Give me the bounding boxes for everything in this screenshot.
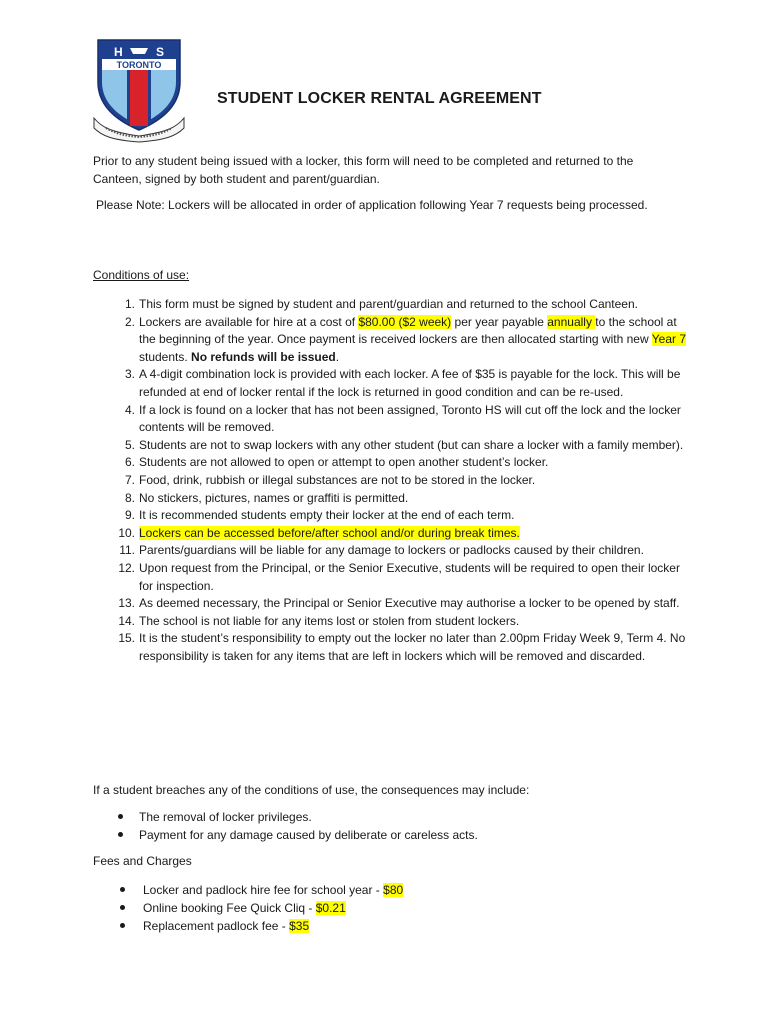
- condition-text: Students are not to swap lockers with any other student (but can share a locker with a family member).: [139, 437, 684, 452]
- bullet-icon: [118, 814, 123, 819]
- condition-item: [93, 613, 693, 631]
- condition-item: [93, 542, 693, 560]
- condition-text-part: .: [335, 349, 340, 364]
- list-item: [93, 917, 403, 935]
- condition-text: As deemed necessary, the Principal or Senior Executive may authorise a locker to be opened by staff.: [139, 596, 680, 611]
- highlighted-year-7: Year 7: [651, 332, 687, 347]
- condition-text: This form must be signed by student and parent/guardian and returned to the school Canteen.: [139, 297, 638, 311]
- list-item: [93, 808, 478, 826]
- item-number: 8.: [124, 490, 135, 505]
- condition-item: [93, 437, 693, 455]
- fee-amount: $80: [383, 883, 404, 897]
- highlighted-condition-text: Lockers can be accessed before/after school and/or during break times.: [139, 525, 520, 540]
- bullet-icon: [118, 832, 123, 837]
- note-paragraph: Please Note: Lockers will be allocated in order of application following Year 7 requests being processed.: [96, 198, 648, 212]
- condition-text: Upon request from the Principal, or the Senior Executive, students will be required to open their locker for inspection.: [139, 560, 680, 593]
- item-number: 3.: [124, 367, 135, 382]
- bullet-icon: [120, 887, 125, 892]
- no-refunds-notice: No refunds will be issued: [191, 349, 336, 364]
- condition-item: [93, 454, 693, 472]
- condition-text-part: to the school at the beginning of the year. Once payment is received lockers are then allocated starting with new: [139, 314, 677, 347]
- condition-text: Parents/guardians will be liable for any damage to lockers or padlocks caused by their children.: [139, 543, 644, 558]
- bullet-icon: [120, 905, 125, 910]
- condition-text: Food, drink, rubbish or illegal substances are not to be stored in the locker.: [139, 472, 536, 487]
- consequence-text: Payment for any damage caused by deliberate or careless acts.: [139, 828, 478, 842]
- condition-text-part: per year payable: [451, 314, 548, 329]
- condition-item: [93, 525, 693, 543]
- fees-heading: Fees and Charges: [93, 854, 192, 868]
- crest-letter-h: H: [114, 45, 123, 59]
- bullet-icon: [120, 923, 125, 928]
- condition-text: The school is not liable for any items lost or stolen from student lockers.: [139, 613, 520, 628]
- condition-text: If a lock is found on a locker that has not been assigned, Toronto HS will cut off the lock and the locker contents will be removed.: [139, 402, 681, 435]
- condition-item: [93, 366, 693, 401]
- condition-text: It is the student’s responsibility to empty out the locker no later than 2.00pm Friday Week 9, Term 4. No responsibility is taken for any items that are left in lockers which will be removed and discarded.: [139, 631, 686, 663]
- fee-label: Online booking Fee Quick Cliq -: [143, 901, 316, 915]
- condition-text: Students are not allowed to open or attempt to open another student’s locker.: [139, 455, 549, 470]
- item-number: 11.: [119, 543, 135, 558]
- item-number: 7.: [124, 472, 135, 487]
- condition-text: It is recommended students empty their locker at the end of each term.: [139, 508, 515, 523]
- conditions-list: [93, 296, 693, 665]
- item-number: 9.: [124, 508, 135, 523]
- condition-text-part: Lockers are available for hire at a cost of: [139, 314, 359, 329]
- condition-item: [93, 490, 693, 508]
- list-item: [93, 881, 403, 899]
- fee-amount: $35: [289, 919, 310, 933]
- conditions-heading: Conditions of use:: [93, 268, 190, 282]
- page-title: STUDENT LOCKER RENTAL AGREEMENT: [217, 90, 542, 107]
- condition-item: [93, 314, 693, 367]
- item-number: 12.: [118, 560, 135, 575]
- fee-amount: $0.21: [315, 901, 346, 915]
- condition-item: [93, 507, 693, 525]
- list-item: [93, 826, 478, 844]
- item-number: 6.: [124, 455, 135, 470]
- item-number: 4.: [124, 402, 135, 417]
- school-crest-logo: [92, 36, 186, 144]
- item-number: 5.: [124, 437, 135, 452]
- condition-item: [93, 402, 693, 437]
- condition-item: [93, 630, 693, 665]
- condition-text-part: students.: [139, 349, 192, 364]
- crest-banner-text: TORONTO: [116, 60, 162, 70]
- consequence-text: The removal of locker privileges.: [139, 810, 312, 824]
- fee-label: Locker and padlock hire fee for school year -: [143, 883, 384, 897]
- consequences-intro: If a student breaches any of the conditions of use, the consequences may include:: [93, 783, 530, 797]
- item-number: 10.: [118, 525, 135, 540]
- condition-text: A 4-digit combination lock is provided with each locker. A fee of $35 is payable for the lock. This will be refunded at end of locker rental if the lock is returned in good condition and can be re-used.: [139, 367, 681, 399]
- condition-item: [93, 560, 693, 595]
- item-number: 13.: [118, 596, 135, 611]
- condition-item: [93, 595, 693, 613]
- condition-item: [93, 296, 693, 314]
- highlighted-annually: annually: [547, 314, 596, 329]
- list-item: [93, 899, 403, 917]
- condition-text: No stickers, pictures, names or graffiti is permitted.: [139, 490, 409, 505]
- fee-label: Replacement padlock fee -: [143, 919, 290, 933]
- crest-letter-s: S: [156, 45, 165, 59]
- consequences-list: [93, 808, 478, 844]
- highlighted-price: $80.00 ($2 week): [358, 314, 452, 329]
- intro-paragraph: Prior to any student being issued with a locker, this form will need to be completed and returned to the Canteen, signed by both student and parent/guardian.: [93, 154, 634, 186]
- item-number: 15.: [118, 631, 135, 646]
- item-number: 1.: [124, 297, 135, 311]
- condition-item: [93, 472, 693, 490]
- item-number: 2.: [124, 314, 135, 329]
- fees-list: [93, 881, 403, 935]
- item-number: 14.: [118, 613, 135, 628]
